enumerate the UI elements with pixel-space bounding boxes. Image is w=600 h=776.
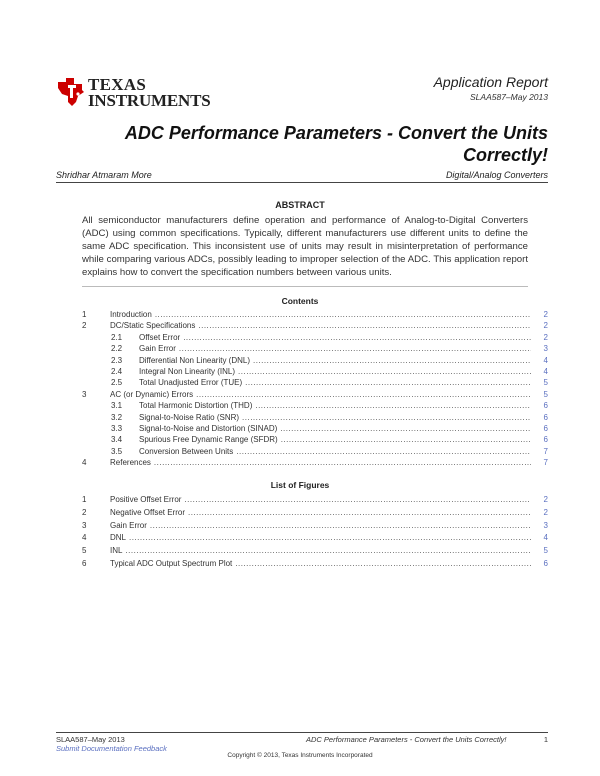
figure-entry-number: 2	[82, 507, 87, 517]
table-of-contents	[82, 309, 548, 468]
toc-entry-page-link[interactable]: 6	[543, 423, 548, 433]
figure-entry-number: 3	[82, 520, 87, 530]
toc-entry-number: 2	[82, 321, 87, 331]
copyright: Copyright © 2013, Texas Instruments Incorporated	[227, 752, 373, 759]
figure-entry-page-link[interactable]: 3	[543, 520, 548, 530]
toc-entry-page-link[interactable]: 5	[543, 378, 548, 388]
toc-entry-number: 3.4	[111, 435, 123, 445]
toc-entry-leader-dots	[255, 400, 531, 411]
feedback-link[interactable]: Submit Documentation Feedback	[56, 744, 167, 753]
figure-entry-title[interactable]: Gain Error	[110, 520, 147, 530]
toc-entry-page-link[interactable]: 2	[543, 332, 548, 342]
toc-entry[interactable]	[82, 446, 548, 457]
toc-entry-title[interactable]: Integral Non Linearity (INL)	[139, 366, 236, 376]
ti-logo-icon	[56, 76, 86, 108]
figure-entry[interactable]	[82, 532, 548, 545]
toc-entry-page-link[interactable]: 4	[543, 355, 548, 365]
toc-entry-number: 3.5	[111, 446, 123, 456]
toc-entry-number: 2.2	[111, 344, 123, 354]
toc-entry-leader-dots	[238, 366, 531, 377]
figure-entry[interactable]	[82, 507, 548, 520]
brand-line2: INSTRUMENTS	[88, 91, 211, 110]
doc-id: SLAA587–May 2013	[470, 92, 548, 102]
figure-entry-leader-dots	[235, 558, 531, 571]
toc-entry-leader-dots	[198, 320, 531, 331]
toc-entry-leader-dots	[281, 434, 531, 445]
toc-entry-page-link[interactable]: 7	[543, 458, 548, 468]
figure-entry-number: 5	[82, 546, 87, 556]
toc-entry-leader-dots	[236, 446, 531, 457]
brand-line1: TEXAS	[88, 75, 147, 94]
figure-entry[interactable]	[82, 494, 548, 507]
toc-entry-number: 1	[82, 310, 87, 319]
footer-divider	[56, 732, 548, 733]
figure-entry-leader-dots	[125, 545, 531, 558]
toc-entry-page-link[interactable]: 6	[543, 412, 548, 422]
toc-entry-number: 3.2	[111, 412, 123, 422]
toc-entry[interactable]	[82, 355, 548, 366]
toc-entry[interactable]	[82, 457, 548, 468]
page-title: ADC Performance Parameters - Convert the Units Correctly!	[124, 123, 548, 165]
toc-entry[interactable]	[82, 412, 548, 423]
abstract-divider	[82, 286, 528, 287]
footer-doc-id: SLAA587–May 2013	[56, 735, 125, 744]
toc-entry[interactable]	[82, 400, 548, 411]
toc-entry-title[interactable]: Spurious Free Dynamic Range (SFDR)	[139, 435, 278, 445]
toc-entry-number: 2.1	[111, 332, 123, 342]
figure-entry-title[interactable]: Positive Offset Error	[110, 495, 182, 504]
category: Digital/Analog Converters	[445, 170, 548, 180]
toc-entry-title[interactable]: Signal-to-Noise and Distortion (SINAD)	[139, 423, 278, 433]
toc-entry-page-link[interactable]: 6	[543, 401, 548, 411]
toc-entry-leader-dots	[179, 343, 531, 354]
toc-entry[interactable]	[82, 377, 548, 388]
toc-entry-page-link[interactable]: 2	[543, 310, 548, 319]
contents-heading: Contents	[281, 296, 319, 306]
list-of-figures	[82, 494, 548, 571]
figure-entry-leader-dots	[188, 507, 531, 520]
toc-entry-page-link[interactable]: 5	[543, 389, 548, 399]
figure-entry-leader-dots	[184, 494, 531, 507]
figure-entry-page-link[interactable]: 2	[543, 507, 548, 517]
toc-entry-leader-dots	[242, 412, 531, 423]
toc-entry[interactable]	[82, 343, 548, 354]
figure-entry[interactable]	[82, 545, 548, 558]
toc-entry-leader-dots	[183, 332, 531, 343]
ti-logo	[56, 72, 211, 112]
toc-entry-title[interactable]: Differential Non Linearity (DNL)	[139, 355, 251, 365]
footer-title: ADC Performance Parameters - Convert the Units Correctly!	[306, 735, 507, 744]
figure-entry-title[interactable]: Typical ADC Output Spectrum Plot	[110, 558, 233, 568]
toc-entry-page-link[interactable]: 7	[543, 446, 548, 456]
toc-entry-leader-dots	[253, 355, 531, 366]
figure-entry-leader-dots	[129, 532, 531, 545]
toc-entry-number: 3.1	[111, 401, 123, 411]
toc-entry[interactable]	[82, 434, 548, 445]
toc-entry[interactable]	[82, 366, 548, 377]
toc-entry-number: 2.4	[111, 366, 123, 376]
toc-entry-title[interactable]: Conversion Between Units	[139, 446, 234, 456]
report-type: Application Report	[433, 74, 548, 90]
toc-entry-page-link[interactable]: 6	[543, 435, 548, 445]
page-number: 1	[543, 735, 548, 744]
figure-entry-title[interactable]: INL	[110, 546, 123, 556]
figure-entry[interactable]	[82, 520, 548, 533]
toc-entry-page-link[interactable]: 2	[543, 321, 548, 331]
figure-entry-page-link[interactable]: 5	[543, 546, 548, 556]
abstract-heading: ABSTRACT	[275, 200, 325, 210]
toc-entry-leader-dots	[154, 457, 531, 468]
toc-entry-leader-dots	[245, 377, 531, 388]
toc-entry-title[interactable]: Signal-to-Noise Ratio (SNR)	[139, 412, 240, 422]
header-divider	[56, 182, 548, 183]
figure-entry-page-link[interactable]: 4	[543, 533, 548, 543]
toc-entry[interactable]	[82, 309, 548, 320]
figure-entry-number: 1	[82, 495, 87, 504]
toc-entry-page-link[interactable]: 3	[543, 344, 548, 354]
toc-entry-title[interactable]: AC (or Dynamic) Errors	[110, 389, 194, 399]
toc-entry-title[interactable]: Gain Error	[139, 344, 176, 354]
toc-entry-leader-dots	[196, 389, 531, 400]
figure-entry-leader-dots	[150, 520, 531, 533]
toc-entry-title[interactable]: Introduction	[110, 310, 152, 319]
toc-entry[interactable]	[82, 332, 548, 343]
toc-entry[interactable]	[82, 423, 548, 434]
author: Shridhar Atmaram More	[56, 170, 152, 180]
toc-entry[interactable]	[82, 320, 548, 331]
toc-entry-number: 4	[82, 458, 87, 468]
toc-entry-title[interactable]: Offset Error	[139, 332, 181, 342]
toc-entry-page-link[interactable]: 4	[543, 366, 548, 376]
figure-entry-title[interactable]: Negative Offset Error	[110, 507, 185, 517]
figure-entry-page-link[interactable]: 2	[543, 495, 548, 504]
toc-entry-number: 2.5	[111, 378, 123, 388]
figure-entry-page-link[interactable]: 6	[543, 558, 548, 568]
toc-entry-number: 3	[82, 389, 87, 399]
toc-entry-title[interactable]: References	[110, 458, 151, 468]
toc-entry-leader-dots	[155, 309, 531, 320]
figure-entry-number: 4	[82, 533, 87, 543]
toc-entry-title[interactable]: Total Unadjusted Error (TUE)	[139, 378, 243, 388]
toc-entry-title[interactable]: DC/Static Specifications	[110, 321, 196, 331]
toc-entry[interactable]	[82, 389, 548, 400]
toc-entry-title[interactable]: Total Harmonic Distortion (THD)	[139, 401, 253, 411]
toc-entry-leader-dots	[280, 423, 531, 434]
toc-entry-number: 2.3	[111, 355, 123, 365]
figure-entry-number: 6	[82, 558, 87, 568]
figure-entry-title[interactable]: DNL	[110, 533, 127, 543]
abstract-text: All semiconductor manufacturers define operation and performance of Analog-to-Digital Converters (ADC) using common specifications. Typically, different manufacturers use different units to define the same ADC specification. This inconsistent use of units may result in misinterpretation of performance while comparing various ADCs, possibly leading to improper selection of the ADC. This application report explains how to convert the specification numbers between various units.	[82, 215, 528, 278]
toc-entry-number: 3.3	[111, 423, 123, 433]
figure-entry[interactable]	[82, 558, 548, 571]
list-of-figures-heading: List of Figures	[270, 480, 330, 490]
ti-wordmark	[88, 77, 211, 108]
